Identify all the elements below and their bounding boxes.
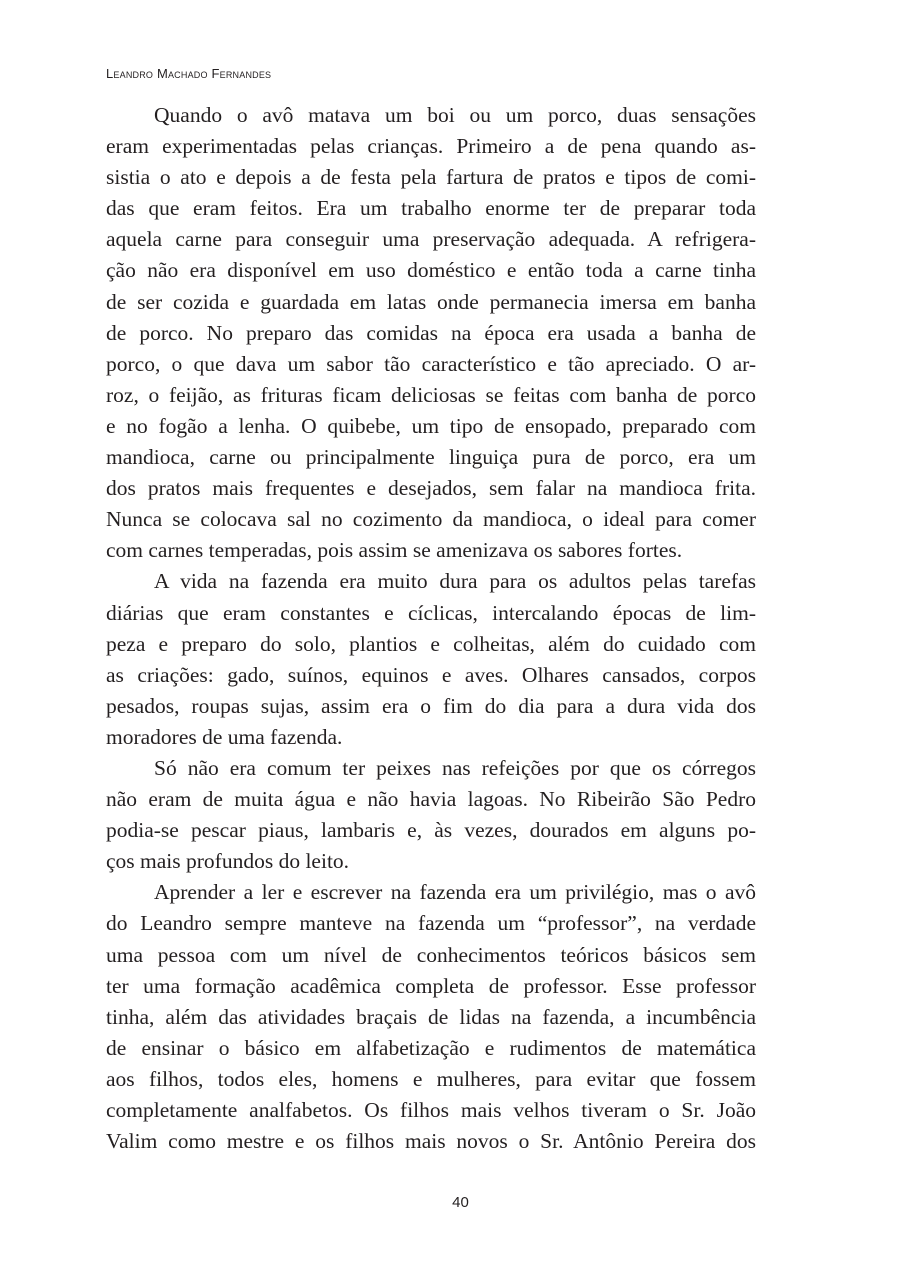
text-line: as criações: gado, suínos, equinos e aves. Olhares cansados, corpos (106, 662, 756, 687)
text-line: uma pessoa com um nível de conhecimentos teóricos básicos sem (106, 942, 756, 967)
text-line: peza e preparo do solo, plantios e colheitas, além do cuidado com (106, 631, 756, 656)
text-line: do Leandro sempre manteve na fazenda um “professor”, na verdade (106, 911, 756, 936)
text-line: Valim como mestre e os filhos mais novos o Sr. Antônio Pereira dos (106, 1129, 756, 1154)
text-line: de ser cozida e guardada em latas onde permanecia imersa em banha (106, 289, 756, 314)
text-line: aos filhos, todos eles, homens e mulheres, para evitar que fossem (106, 1066, 756, 1091)
text-line: ção não era disponível em uso doméstico e então toda a carne tinha (106, 258, 756, 283)
text-line: com carnes temperadas, pois assim se amenizava os sabores fortes. (106, 538, 683, 563)
text-line: ços mais profundos do leito. (106, 849, 350, 874)
body-text (106, 100, 756, 1157)
text-line: dos pratos mais frequentes e desejados, sem falar na mandioca frita. (106, 476, 756, 501)
text-line: ter uma formação acadêmica completa de professor. Esse professor (106, 973, 756, 998)
text-line: A vida na fazenda era muito dura para os adultos pelas tarefas (154, 569, 756, 594)
text-line: podia-se pescar piaus, lambaris e, às vezes, dourados em alguns po- (106, 818, 756, 843)
text-line: de ensinar o básico em alfabetização e rudimentos de matemática (106, 1035, 756, 1060)
text-line: sistia o ato e depois a de festa pela fartura de pratos e tipos de comi- (106, 165, 756, 190)
text-line: Só não era comum ter peixes nas refeições por que os córregos (154, 755, 756, 780)
text-line: Aprender a ler e escrever na fazenda era um privilégio, mas o avô (154, 880, 756, 905)
text-line: mandioca, carne ou principalmente linguiça pura de porco, era um (106, 445, 756, 470)
text-line: tinha, além das atividades braçais de lidas na fazenda, a incumbência (106, 1004, 756, 1029)
text-line: e no fogão a lenha. O quibebe, um tipo de ensopado, preparado com (106, 413, 756, 438)
text-line: de porco. No preparo das comidas na época era usada a banha de (106, 320, 756, 345)
text-line: Quando o avô matava um boi ou um porco, duas sensações (154, 103, 756, 127)
text-line: das que eram feitos. Era um trabalho enorme ter de preparar toda (106, 196, 756, 221)
text-line: Nunca se colocava sal no cozimento da mandioca, o ideal para comer (106, 507, 756, 532)
running-header-author: Leandro Machado Fernandes (106, 66, 272, 81)
text-line: moradores de uma fazenda. (106, 724, 343, 749)
text-line: porco, o que dava um sabor tão característico e tão apreciado. O ar- (106, 351, 756, 376)
text-line: não eram de muita água e não havia lagoas. No Ribeirão São Pedro (106, 787, 756, 812)
text-line: pesados, roupas sujas, assim era o fim do dia para a dura vida dos (106, 693, 756, 718)
text-line: eram experimentadas pelas crianças. Primeiro a de pena quando as- (106, 134, 756, 159)
text-line: aquela carne para conseguir uma preservação adequada. A refrigera- (106, 227, 756, 252)
text-line: roz, o feijão, as frituras ficam deliciosas se feitas com banha de porco (106, 382, 756, 407)
page-number: 40 (452, 1194, 469, 1211)
text-line: diárias que eram constantes e cíclicas, intercalando épocas de lim- (106, 600, 756, 625)
text-line: completamente analfabetos. Os filhos mais velhos tiveram o Sr. João (106, 1098, 756, 1122)
